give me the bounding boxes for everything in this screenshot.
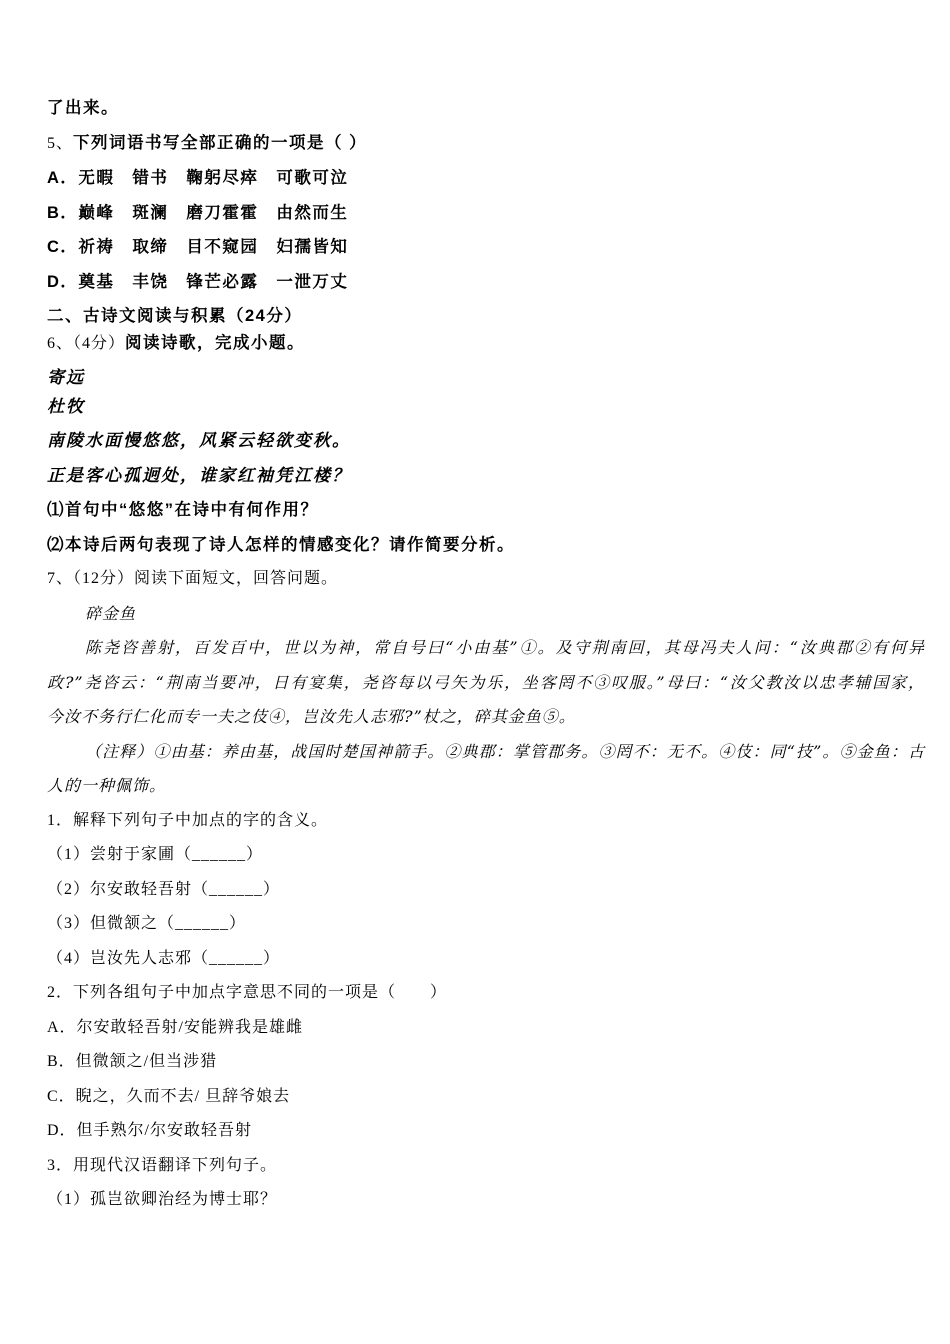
question-5-stem — [47, 126, 925, 162]
passage-line-2: 政?”尧咨云：“荆南当要冲，日有宴集，尧咨每以弓矢为乐，坐客罔不③叹服。”母曰：“汝父教汝以忠孝辅国家， — [47, 672, 925, 692]
question-6-stem — [47, 326, 925, 362]
question-7-2-stem: 2．下列各组句子中加点字意思不同的一项是（ ） — [47, 984, 448, 1001]
poem-title: 寄远 — [47, 368, 85, 388]
question-5-option-c: C．祈祷 取缔 目不窥园 妇孺皆知 — [47, 238, 349, 256]
question-6-text: 阅读诗歌，完成小题。 — [125, 333, 306, 352]
poem-line-1: 南陵水面慢悠悠，风紧云轻欲变秋。 — [47, 431, 351, 451]
question-7-1-item-4: （4）岂汝先人志邪（______） — [47, 949, 281, 967]
question-5-option-a: A．无暇 错书 鞠躬尽瘁 可歌可泣 — [47, 169, 349, 187]
passage-title: 碎金鱼 — [85, 603, 137, 623]
question-6-number: 6、（4分） — [47, 334, 126, 352]
question-7-2-option-d: D．但手熟尔/尔安敢轻吾射 — [47, 1122, 253, 1139]
question-6-part-1: ⑴首句中“悠悠”在诗中有何作用？ — [47, 501, 319, 519]
passage-note-line-1: （注释）①由基：养由基，战国时楚国神箭手。②典郡：掌管郡务。③罔不：无不。④伎：同“技”。⑤金鱼：古 — [85, 741, 925, 761]
question-5-number: 5、 — [47, 134, 74, 152]
question-7-1-item-1: （1）尝射于家圃（______） — [47, 846, 264, 863]
question-5-option-b: B．巅峰 斑澜 磨刀霍霍 由然而生 — [47, 203, 349, 222]
poem-author: 杜牧 — [47, 396, 85, 417]
question-7-2-option-b: B．但微颔之/但当涉猎 — [47, 1053, 218, 1070]
section-ii-heading: 二、古诗文阅读与积累（24分） — [47, 307, 303, 325]
question-7-2-option-c: C．睨之，久而不去/ 旦辞爷娘去 — [47, 1087, 291, 1105]
question-5-option-d: D．奠基 丰饶 锋芒必露 一泄万丈 — [47, 272, 349, 291]
passage-line-3: 今汝不务行仁化而专一夫之伎④，岂汝先人志邪?”杖之，碎其金鱼⑤。 — [47, 707, 576, 726]
question-7-1-item-2: （2）尔安敢轻吾射（______） — [47, 880, 281, 898]
paragraph-continuation: 了出来。 — [47, 99, 119, 117]
question-6-part-2: ⑵本诗后两句表现了诗人怎样的情感变化？请作简要分析。 — [47, 535, 515, 554]
question-5-text: 下列词语书写全部正确的一项是（ ） — [73, 133, 368, 152]
passage-note-line-2: 人的一种佩饰。 — [47, 776, 167, 795]
question-7-3-item-1: （1）孤岂欲卿治经为博士耶？ — [47, 1191, 278, 1208]
poem-line-2: 正是客心孤迥处，谁家红袖凭江楼？ — [47, 465, 351, 486]
question-7-1-item-3: （3）但微颔之（______） — [47, 915, 247, 932]
passage-line-1: 陈尧咨善射，百发百中，世以为神，常自号曰“小由基”①。及守荆南回，其母冯夫人问：“汝典郡②有何异 — [85, 638, 925, 657]
question-7-2-option-a: A．尔安敢轻吾射/安能辨我是雄雌 — [47, 1018, 304, 1036]
question-7-3-stem: 3．用现代汉语翻译下列句子。 — [47, 1156, 278, 1174]
question-7-stem: 7、（12分）阅读下面短文，回答问题。 — [47, 570, 339, 587]
question-7-1-stem: 1．解释下列句子中加点的字的含义。 — [47, 811, 329, 829]
